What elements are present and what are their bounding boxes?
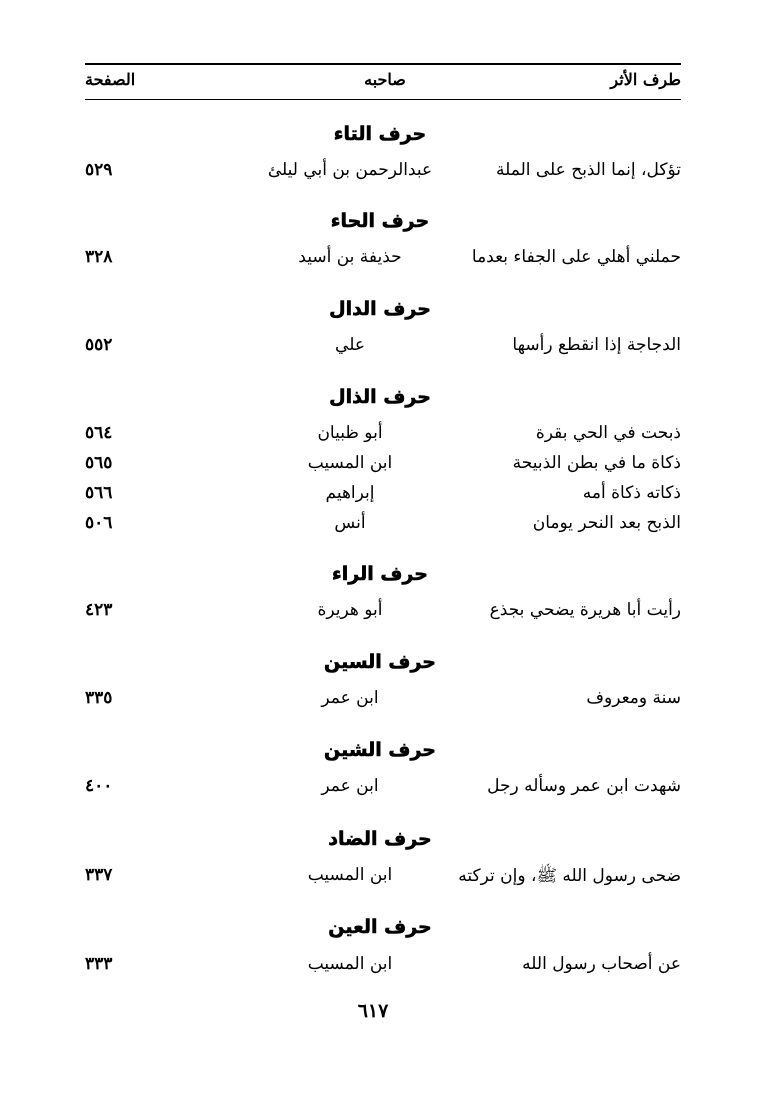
- athar-text: الذبح بعد النحر يومان: [532, 513, 681, 533]
- column-header-athar: طرف الأثر: [610, 70, 681, 89]
- table-row: [75, 247, 681, 277]
- section-title-ta: حرف التاء: [333, 123, 427, 145]
- section-title-sin: حرف السين: [323, 651, 437, 673]
- page-ref: ٥٥٢: [85, 335, 113, 355]
- column-header-page: الصفحة: [85, 70, 136, 89]
- athar-text: ذكاته ذكاة أمه: [582, 483, 681, 503]
- page-ref: ٤٢٣: [85, 600, 113, 620]
- table-row: [75, 513, 681, 543]
- athar-text: ذكاة ما في بطن الذبيحة: [512, 453, 681, 473]
- table-row: [75, 954, 681, 984]
- table-row: [75, 600, 681, 630]
- sahib-text: عبدالرحمن بن أبي ليلئ: [267, 160, 433, 180]
- sahib-text: إبراهيم: [325, 483, 375, 503]
- page-ref: ٣٣٥: [85, 688, 113, 708]
- page-ref: ٥٦٦: [85, 483, 113, 503]
- athar-text: ضحى رسول الله ﷺ، وإن تركته: [458, 866, 681, 886]
- sahib-text: ابن المسيب: [307, 954, 393, 974]
- section-title-dhal: حرف الذال: [329, 386, 431, 408]
- sahib-text: حذيفة بن أسيد: [298, 247, 402, 267]
- page-ref: ٣٣٧: [85, 865, 113, 885]
- athar-text: تؤكل، إنما الذبح على الملة: [496, 160, 681, 180]
- page-ref: ٥٦٥: [85, 453, 113, 473]
- sahib-text: ابن عمر: [321, 688, 379, 708]
- page-ref: ٣٣٣: [85, 954, 113, 974]
- header-bottom-rule: [85, 99, 681, 100]
- table-row: [75, 453, 681, 483]
- sahib-text: علي: [335, 335, 365, 355]
- table-row: [75, 160, 681, 190]
- table-row: [75, 335, 681, 365]
- page-ref: ٣٢٨: [85, 247, 113, 267]
- section-title-ayn: حرف العين: [328, 916, 432, 938]
- athar-text: حملني أهلي على الجفاء بعدما: [471, 247, 681, 267]
- sahib-text: ابن المسيب: [307, 865, 393, 885]
- sahib-text: ابن المسيب: [307, 453, 393, 473]
- sahib-text: أبو ظبيان: [317, 423, 383, 443]
- page-ref: ٤٠٠: [85, 776, 113, 796]
- column-header-sahib: صاحبه: [364, 70, 406, 89]
- athar-text: الدجاجة إذا انقطع رأسها: [512, 335, 681, 355]
- athar-text: شهدت ابن عمر وسأله رجل: [487, 776, 681, 796]
- sahib-text: ابن عمر: [321, 776, 379, 796]
- section-title-ha: حرف الحاء: [330, 210, 430, 232]
- header-top-rule: [85, 63, 681, 65]
- page-number: ٦١٧: [357, 1000, 389, 1022]
- table-header: [85, 68, 681, 94]
- athar-text: رأيت أبا هريرة يضحي بجذع: [489, 600, 681, 620]
- athar-text: ذبحت في الحي بقرة: [535, 423, 681, 443]
- table-row: [75, 688, 681, 718]
- sahib-text: أنس: [334, 513, 366, 533]
- table-row: [75, 776, 681, 806]
- athar-text: عن أصحاب رسول الله: [522, 954, 681, 974]
- table-row: [75, 483, 681, 513]
- section-title-shin: حرف الشين: [323, 739, 437, 761]
- section-title-ra: حرف الراء: [332, 563, 428, 585]
- section-title-dal: حرف الدال: [329, 298, 431, 320]
- athar-text: سنة ومعروف: [586, 688, 681, 708]
- sahib-text: أبو هريرة: [317, 600, 383, 620]
- table-row: [75, 865, 681, 895]
- table-row: [75, 423, 681, 453]
- page-ref: ٥٠٦: [85, 513, 113, 533]
- page-ref: ٥٢٩: [85, 160, 113, 180]
- page-ref: ٥٦٤: [85, 423, 113, 443]
- section-title-dad: حرف الضاد: [328, 828, 432, 850]
